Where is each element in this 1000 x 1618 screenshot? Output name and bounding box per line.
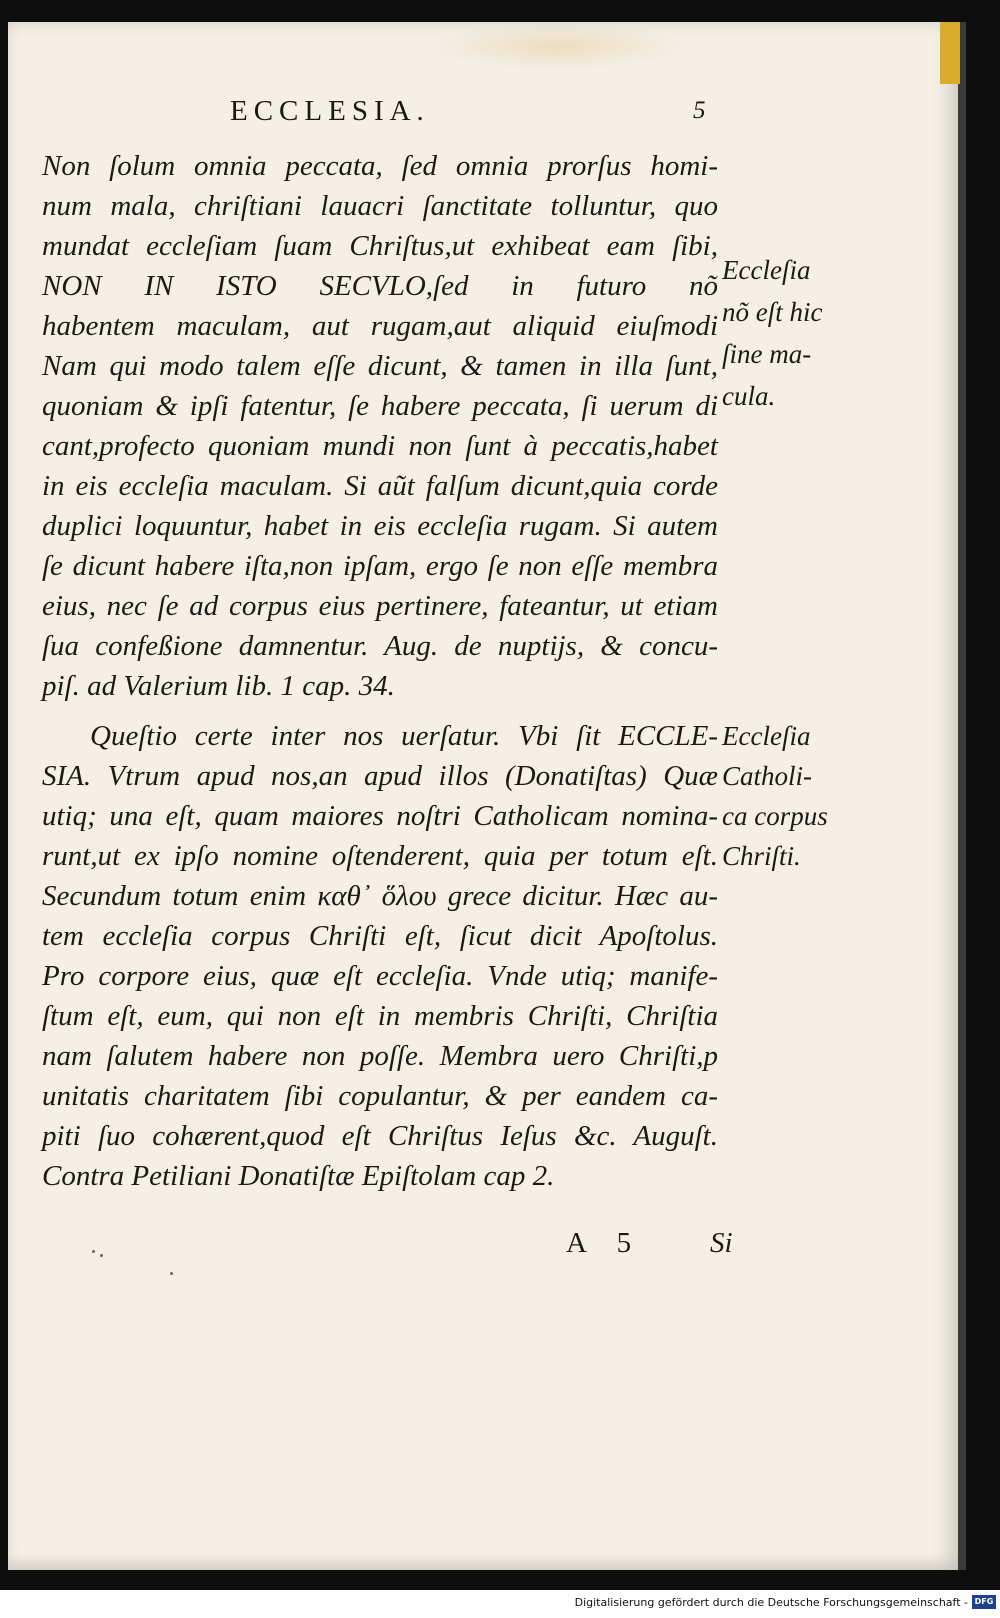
margin-note-line: ſine ma-: [722, 339, 812, 369]
running-title: ECCLESIA.: [230, 95, 430, 127]
catchword: Si: [710, 1227, 733, 1259]
footer-credit: Digitalisierung gefördert durch die Deutsche Forschungsgemeinschaft -: [574, 1596, 968, 1609]
text-line: habentem maculam, aut rugam,aut aliquid eiuſmodi: [42, 310, 718, 342]
margin-note-line: nõ eſt hic: [722, 297, 823, 327]
text-line: Queſtio certe inter nos uerſatur. Vbi ſit ECCLE-: [90, 720, 718, 752]
text-line: Secundum totum enim καθ᾽ ὅλου grece dicitur. Hæc au-: [42, 880, 718, 912]
margin-note-line: Eccleſia: [722, 721, 811, 751]
margin-note-line: ca corpus: [722, 801, 828, 831]
dfg-logo-icon: DFG: [972, 1595, 996, 1609]
text-line: NON IN ISTO SECVLO,ſed in futuro nõ: [42, 270, 718, 302]
page-number: 5: [693, 97, 706, 124]
text-line: cant,profecto quoniam mundi non ſunt à peccatis,habet: [42, 430, 718, 462]
running-head: [230, 95, 430, 128]
text-line: runt,ut ex ipſo nomine oſtenderent, quia per totum eſt.: [42, 840, 718, 872]
margin-note-line: Catholi-: [722, 761, 813, 791]
text-line: duplici loquuntur, habet in eis eccleſia rugam. Si autem: [42, 510, 718, 542]
margin-note-line: Chriſti.: [722, 841, 801, 871]
paper-speck: [92, 1250, 95, 1253]
paper-stain: [428, 22, 688, 70]
text-line: Nam qui modo talem eſſe dicunt, & tamen in illa ſunt,: [42, 350, 718, 382]
text-line: Pro corpore eius, quæ eſt eccleſia. Vnde utiq; manife-: [42, 960, 718, 992]
text-line: num mala, chriſtiani lauacri ſanctitate tolluntur, quo: [42, 190, 718, 222]
text-line: tem eccleſia corpus Chriſti eſt, ſicut dicit Apoſtolus.: [42, 920, 718, 952]
margin-note-line: cula.: [722, 381, 776, 411]
text-line: ſtum eſt, eum, qui non eſt in membris Chriſti, Chriſtia: [42, 1000, 718, 1032]
text-line: eius, nec ſe ad corpus eius pertinere, fateantur, ut etiam: [42, 590, 718, 622]
text-line: mundat eccleſiam ſuam Chriſtus,ut exhibeat eam ſibi,: [42, 230, 718, 262]
text-line: Non ſolum omnia peccata, ſed omnia prorſus homi-: [42, 150, 718, 182]
footer-bar: [0, 1590, 1000, 1618]
text-line: SIA. Vtrum apud nos,an apud illos (Donatiſtas) Quæ: [42, 760, 718, 792]
text-line: in eis eccleſia maculam. Si aũt falſum dicunt,quia corde: [42, 470, 718, 502]
text-line: utiq; una eſt, quam maiores noſtri Catholicam nomina-: [42, 800, 718, 832]
text-line: piti ſuo cohærent,quod eſt Chriſtus Ieſus &c. Auguſt.: [42, 1120, 718, 1152]
text-line: quoniam & ipſi fatentur, ſe habere peccata, ſi uerum di: [42, 390, 718, 422]
text-line: unitatis charitatem ſibi copulantur, & per eandem ca-: [42, 1080, 718, 1112]
page-edge-marker: [940, 22, 960, 84]
text-line: nam ſalutem habere non poſſe. Membra uero Chriſti,p: [42, 1040, 718, 1072]
text-line: ſe dicunt habere iſta,non ipſam, ergo ſe non eſſe membra: [42, 550, 718, 582]
text-line: Contra Petiliani Donatiſtæ Epiſtolam cap 2.: [42, 1160, 555, 1192]
signature-mark: A 5: [566, 1227, 644, 1259]
text-line: piſ. ad Valerium lib. 1 cap. 34.: [42, 670, 395, 702]
paper-speck: [170, 1272, 173, 1275]
margin-note-line: Eccleſia: [722, 255, 811, 285]
paper-speck: [100, 1254, 103, 1257]
text-line: ſua confeßione damnentur. Aug. de nuptijs, & concu-: [42, 630, 718, 662]
